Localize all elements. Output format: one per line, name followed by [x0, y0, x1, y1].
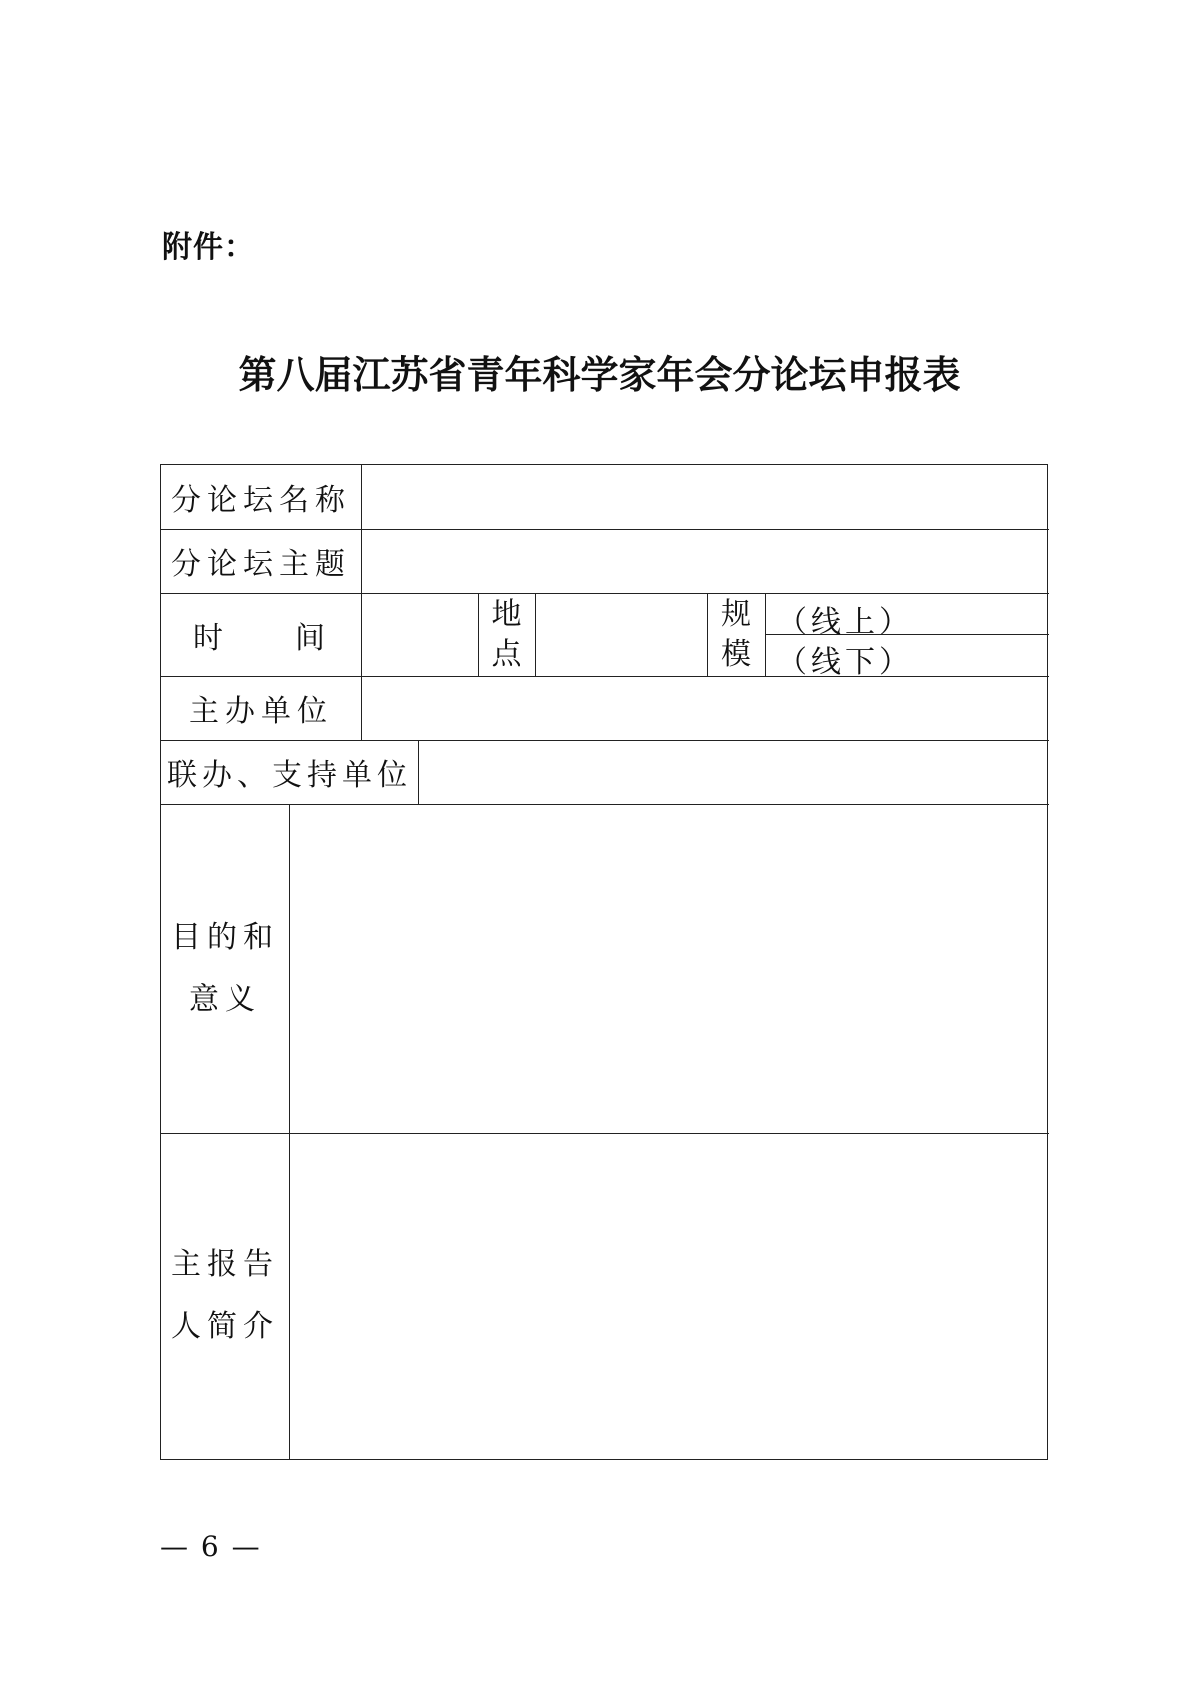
location-field[interactable] [537, 595, 706, 675]
scale-offline-label: （线下） [777, 645, 913, 680]
time-field[interactable] [363, 595, 477, 675]
location-label-top: 地 [491, 596, 522, 632]
purpose-label-line1: 目的和 [171, 919, 279, 955]
speaker-label-line2: 人简介 [171, 1309, 279, 1344]
speaker-bio-field[interactable] [291, 1135, 1047, 1458]
column-divider [535, 593, 536, 676]
speaker-label-line1: 主报告 [171, 1247, 279, 1282]
column-divider [289, 804, 290, 1459]
scale-label-top: 规 [721, 596, 751, 632]
page-number: — 6 — [160, 1530, 262, 1563]
column-divider [418, 740, 419, 804]
scale-online-label: （线上） [777, 605, 913, 640]
row-divider [161, 1133, 1049, 1134]
forum-theme-field[interactable] [363, 531, 1047, 592]
time-label: 时 间 [193, 620, 329, 656]
application-form-table [160, 464, 1048, 1460]
attachment-label: 附件： [162, 230, 255, 265]
organizer-field[interactable] [363, 678, 1047, 739]
co-organizer-field[interactable] [420, 742, 1047, 803]
scale-label-bottom: 模 [721, 636, 751, 672]
row-divider [161, 804, 1049, 805]
scale-offline-field[interactable] [767, 636, 1047, 675]
forum-name-label: 分论坛名称 [171, 483, 351, 518]
column-divider [765, 593, 766, 676]
scale-online-field[interactable] [767, 595, 1047, 633]
purpose-field[interactable] [291, 806, 1047, 1132]
page-title: 第八届江苏省青年科学家年会分论坛申报表 [238, 352, 961, 397]
location-label-bottom: 点 [491, 636, 522, 672]
column-divider [361, 465, 362, 740]
co-organizer-label: 联办、支持单位 [167, 758, 412, 793]
organizer-label: 主办单位 [189, 694, 333, 729]
forum-name-field[interactable] [363, 467, 1047, 528]
purpose-label-line2: 意义 [189, 981, 261, 1017]
forum-theme-label: 分论坛主题 [171, 547, 351, 582]
